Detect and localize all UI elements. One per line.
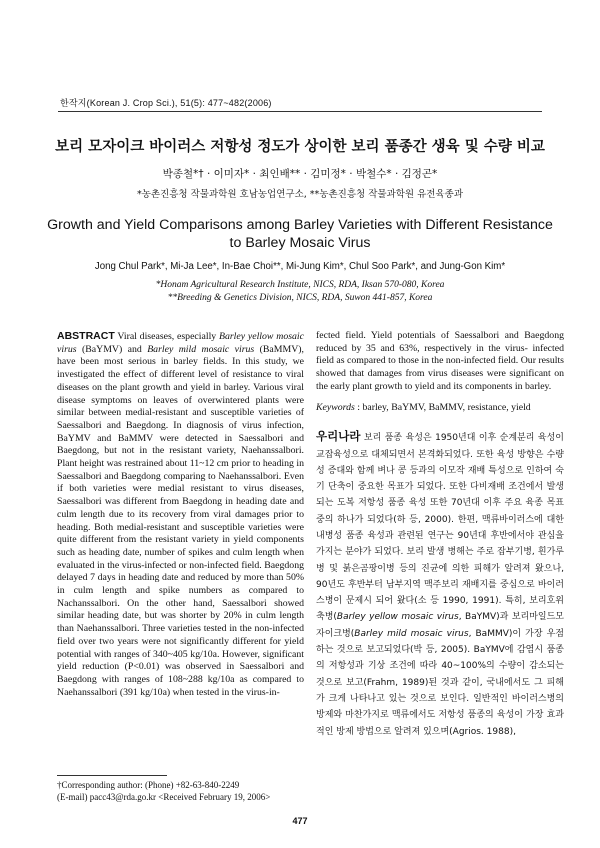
keywords-label: Keywords: [316, 401, 355, 413]
abstract-column: [57, 330, 304, 699]
intro-text-3: , BaMMV)이 가장 우점하는 것으로 보고되었다(박 등, 2005). BaYMV에 감염시 품종의 저항성과 기상 조건에 따라 40~100%의 수량이 감소되는 것으로 보고(Frahm, 1989)된 것과 같이, 국내에서도 그 피해가 크게 나타나고 있는 것으로 보인다. 일반적인 바이러스병의 방제와 마찬가지로 맥류에서도 저항성 품종의 육성이 가장 효과적인 방제 방법으로 알려져 있으며(Agrios. 1988),: [316, 628, 564, 737]
right-column: [316, 330, 564, 740]
affiliation-2: **Breeding & Genetics Division, NICS, RDA, Suwon 441-857, Korea: [167, 292, 433, 303]
footnote-rule: [57, 775, 167, 776]
intro-italic-1: Barley yellow mosaic virus: [336, 612, 459, 623]
intro-heading: 우리나라: [316, 429, 361, 444]
intro-text-2: , BaYMV)과 보리마일드모자이크병(: [316, 612, 564, 639]
english-affiliations: [0, 279, 600, 304]
english-title-line1: Growth and Yield Comparisons among Barley Varieties with Different Resistance: [47, 217, 553, 233]
abstract-text-3: (BaMMV), have been most serious in barley fields. In this study, we investigated the effect of different level of resistance to viral diseases on the plant growth and yield in barley. Various viral disease symptoms on leaves of overwintered plants were similar between medial-resistant and susceptible varieties of Saessalbori and Baegdong. In diagnosis of virus infection, BaYMV and BaMMV were detected in Saessalbori and Baegdong, but not in the resistant variety, Naehanssalbori. Plant height was restrained about 11~12 cm prior to heading in Saessalbori and Baegdong comparing to Naehanssalbori. Even if both varieties were medial resistant to virus diseases, Saessalbori was different from Baegdong in heading date and culm length due to its recovery from viral damages prior to heading. Both medial-resistant and susceptible varieties were quite different from the resistant variety in yield components such as heading date, number of spikes and culm length when evaluated in the virus-infected or non-infected field. Baegdong delayed 7 days in heading date and reduced by more than 50% in culm length and spike numbers as compared to Nachanssalbori. On the other hand, Saessalbori showed similar heading date, but was shorter by 20% in culm length than Naehanssalbori. Three varieties tested in the non-infected field over two years were not significantly different for yield potential with ranges of 340~405 kg/10a. However, significant yield reduction (P<0.01) was observed in Saessalbori and Baegdong with ranges of 108~288 kg/10a as compared to Naehanssalbori (391 kg/10a) when tested in the virus-in-: [57, 343, 304, 698]
header-rule: [58, 111, 542, 112]
affiliation-1: *Honam Agricultural Research Institute, NICS, RDA, Iksan 570-080, Korea: [155, 280, 445, 290]
introduction: [316, 428, 564, 740]
intro-italic-2: Barley mild mosaic virus: [354, 628, 469, 639]
intro-text-1: 보리 품종 육성은 1950년대 이후 순계분리 육성이 교잡육성으로 대체되면서 본격화되었다. 또한 육성 방향은 수량성 증대와 함께 벼나 콩 등과의 이모작 재배 특성으로 인하여 숙기 단축이 중요한 목표가 되었다. 또한 다비재배 조건에서 발생되는 도복 저항성 품종 육성 또한 70년대 이후 주요 육종 목표중의 하나가 되었다(하 등, 2000). 한편, 맥류바이러스에 대한 내병성 품종 육성과 관련된 연구는 90년대 후반에서야 관심을 가지는 분야가 되었다. 보리 발생 병해는 주로 잡부기병, 흰가루병 및 붉은곰팡이병 등의 진균에 의한 피해가 알려져 왔으나, 90년도 후반부터 남부지역 맥주보리 재배지를 중심으로 바이러스병이 문제시 되어 왔다(소 등 1990, 1991). 특히, 보리호위축병(: [316, 433, 564, 623]
korean-affiliations: *농촌진흥청 작물과학원 호남농업연구소, **농촌진흥청 작물과학원 유전육종과: [136, 189, 464, 200]
footnote-line2: (E-mail) pacc43@rda.go.kr <Received February 19, 2006>: [57, 792, 271, 802]
english-authors: Jong Chul Park*, Mi-Ja Lee*, In-Bae Choi**, Mi-Jung Kim*, Chul Soo Park*, and Jung-Gon Kim*: [94, 261, 506, 272]
page-number: 477: [292, 816, 308, 826]
keywords: [316, 402, 564, 415]
abstract-text-1: Viral diseases, especially: [114, 331, 219, 342]
abstract-continuation: fected field. Yield potentials of Saessalbori and Baegdong reduced by 35 and 63%, respectively in the virus- infected field as compared to those in the non-infected field. Our results showed that damages from virus diseases were significant on the early plant growth to yield and its components in barley.: [316, 330, 564, 392]
abstract-label: ABSTRACT: [57, 330, 115, 342]
keywords-list: : barley, BaYMV, BaMMV, resistance, yield: [354, 401, 531, 413]
korean-title: 보리 모자이크 바이러스 저항성 정도가 상이한 보리 품종간 생육 및 수량 비교: [55, 139, 545, 155]
abstract-italic-2: Barley mild mosaic virus: [147, 343, 255, 355]
footnote: [57, 779, 304, 803]
journal-citation: 한작지(Korean J. Crop Sci.), 51(5): 477~482(2006): [60, 98, 272, 108]
abstract-text-2: (BaYMV) and: [76, 343, 148, 355]
korean-authors: 박종철*† · 이미자* · 최인배** · 김미정* · 박철수* · 김정곤*: [162, 168, 438, 180]
footnote-line1: †Corresponding author: (Phone) +82-63-840-2249: [57, 780, 240, 790]
abstract-italic-1: Barley yellow mosaic virus: [57, 331, 304, 355]
english-title-line2: to Barley Mosaic Virus: [229, 235, 371, 251]
english-title: [40, 216, 560, 252]
